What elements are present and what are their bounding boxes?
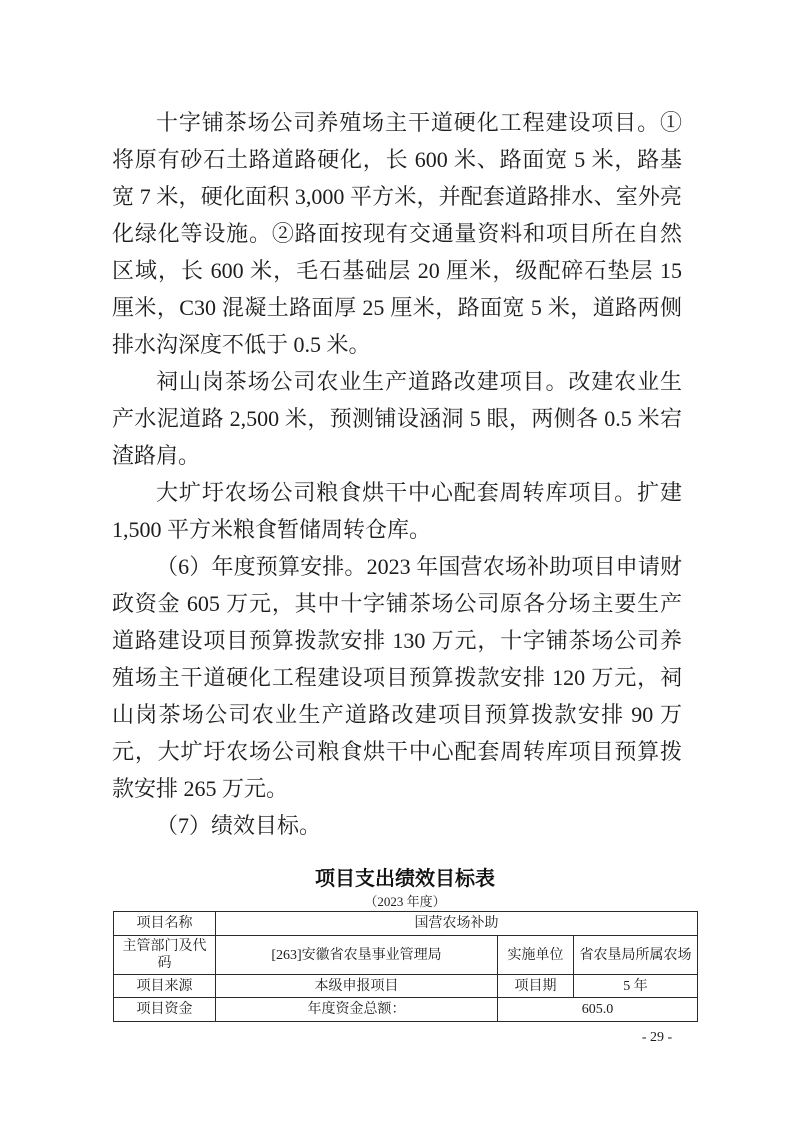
implement-unit-value-cell: 省农垦局所属农场 [574, 936, 698, 975]
table-row [114, 936, 698, 975]
performance-table-subtitle: （2023 年度） [364, 894, 446, 909]
project-source-value-cell: 本级申报项目 [216, 975, 498, 998]
paragraph-annual-budget: （6）年度预算安排。2023 年国营农场补助项目申请财政资金 605 万元，其中十字铺茶场公司原各分场主要生产道路建设项目预算拨款安排 130 万元，十字铺茶场公司养殖场主干道硬化工程建设项目预算拨款安排 120 万元，祠山岗茶场公司农业生产道路改建项目预算拨款安排 90 万元，大圹圩农场公司粮食烘干中心配套周转库项目预算拨款安排 265 万元。 [112, 554, 682, 801]
department-label-cell: 主管部门及代码 [114, 936, 216, 975]
page-number: - 29 - [641, 1030, 673, 1045]
project-period-value-cell: 5 年 [574, 975, 698, 998]
body-text [112, 104, 682, 844]
project-name-value-cell: 国营农场补助 [216, 912, 698, 936]
performance-table-container [113, 911, 698, 1022]
annual-fund-label-cell: 年度资金总额： [216, 998, 498, 1022]
paragraph-performance-target: （7）绩效目标。 [156, 813, 322, 838]
paragraph-cishangang-road-project: 祠山岗茶场公司农业生产道路改建项目。改建农业生产水泥道路 2,500 米，预测铺设涵洞 5 眼，两侧各 0.5 米宕渣路肩。 [112, 369, 682, 468]
project-name-label-cell: 项目名称 [114, 912, 216, 936]
performance-table [113, 911, 698, 1022]
project-source-label-cell: 项目来源 [114, 975, 216, 998]
paragraph-dakuangwei-warehouse-project: 大圹圩农场公司粮食烘干中心配套周转库项目。扩建 1,500 平方米粮食暂储周转仓库。 [112, 480, 682, 542]
performance-table-title: 项目支出绩效目标表 [315, 868, 495, 890]
table-row [114, 975, 698, 998]
annual-fund-value-cell: 605.0 [498, 998, 698, 1022]
project-period-label-cell: 项目期 [498, 975, 574, 998]
table-row [114, 998, 698, 1022]
paragraph-road-hardening-project: 十字铺茶场公司养殖场主干道硬化工程建设项目。①将原有砂石土路道路硬化，长 600 米、路面宽 5 米，路基宽 7 米，硬化面积 3,000 平方米，并配套道路排水、室外亮化绿化等设施。②路面按现有交通量资料和项目所在自然区域，长 600 米，毛石基础层 20 厘米，级配碎石垫层 15 厘米，C30 混凝土路面厚 25 厘米，路面宽 5 米，道路两侧排水沟深度不低于 0.5 米。 [112, 110, 682, 357]
table-row [114, 912, 698, 936]
implement-unit-label-cell: 实施单位 [498, 936, 574, 975]
project-fund-label-cell: 项目资金 [114, 998, 216, 1022]
department-value-cell: [263]安徽省农垦事业管理局 [216, 936, 498, 975]
